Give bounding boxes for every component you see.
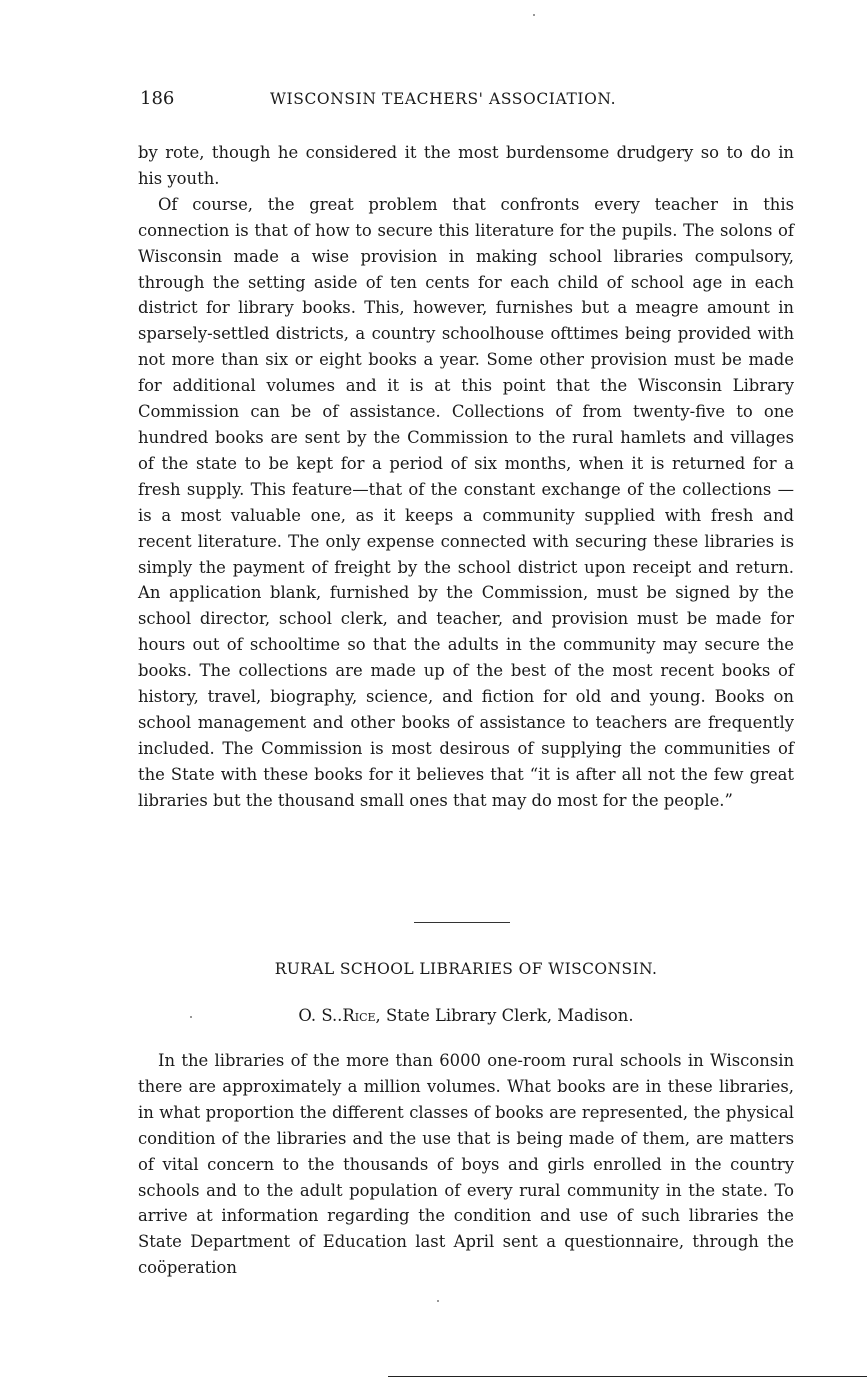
scan-speck xyxy=(437,1300,439,1302)
paragraph: In the libraries of the more than 6000 one-room rural schools in Wisconsin there are approximately a million volumes. What books are in these libraries, in what proportion the different classes of books are represented, the physical condition of the libraries and the use that is being made of them, are matters of vital concern to the thousands of boys and girls enrolled in the country schools and to the adult population of every rural community in the state. To arrive at information regarding the condition and use of such libraries the State Department of Education last April sent a questionnaire, through the coöperation xyxy=(138,1051,794,1278)
previous-article-body xyxy=(138,140,794,814)
author-role: , State Library Clerk, Madison. xyxy=(375,1006,634,1025)
scan-edge-line xyxy=(388,1376,867,1377)
author-initials: O. S.. xyxy=(298,1006,343,1025)
byline xyxy=(138,1006,794,1025)
scan-speck xyxy=(533,14,535,16)
running-head xyxy=(138,88,794,114)
paragraph: Of course, the great problem that confronts every teacher in this connection is that of how to secure this literature for the pupils. The solons of Wisconsin made a wise provision in making school libraries compulsory, through the setting aside of ten cents for each child of school age in each district for library books. This, however, furnishes but a meagre amount in sparsely-settled districts, a country schoolhouse ofttimes being provided with not more than six or eight books a year. Some other provision must be made for additional volumes and it is at this point that the Wisconsin Library Commission can be of assistance. Collections of from twenty-five to one hundred books are sent by the Commission to the rural hamlets and villages of the state to be kept for a period of six months, when it is returned for a fresh supply. This feature—that of the constant exchange of the collections —is a most valuable one, as it keeps a community supplied with fresh and recent literature. The only expense connected with securing these libraries is simply the payment of freight by the school district upon receipt and return. An application blank, furnished by the Commission, must be signed by the school director, school clerk, and teacher, and provision must be made for hours out of schooltime so that the adults in the community may secure the books. The collections are made up of the best of the most recent books of history, travel, biography, science, and fiction for old and young. Books on school management and other books of assistance to teachers are frequently included. The Commission is most desirous of supplying the communities of the State with these books for it believes that “it is after all not the few great libraries but the thousand small ones that may do most for the people.” xyxy=(138,194,794,810)
journal-title: WISCONSIN TEACHERS' ASSOCIATION. xyxy=(270,90,617,108)
paragraph: by rote, though he considered it the most burdensome drudgery so to do in his youth. xyxy=(138,143,794,188)
article-body xyxy=(138,1048,794,1281)
section-divider xyxy=(414,922,510,923)
author-surname: Rice xyxy=(342,1006,376,1025)
page-number: 186 xyxy=(140,88,175,109)
scan-speck xyxy=(190,1016,192,1018)
article-title: RURAL SCHOOL LIBRARIES OF WISCONSIN. xyxy=(274,960,658,978)
